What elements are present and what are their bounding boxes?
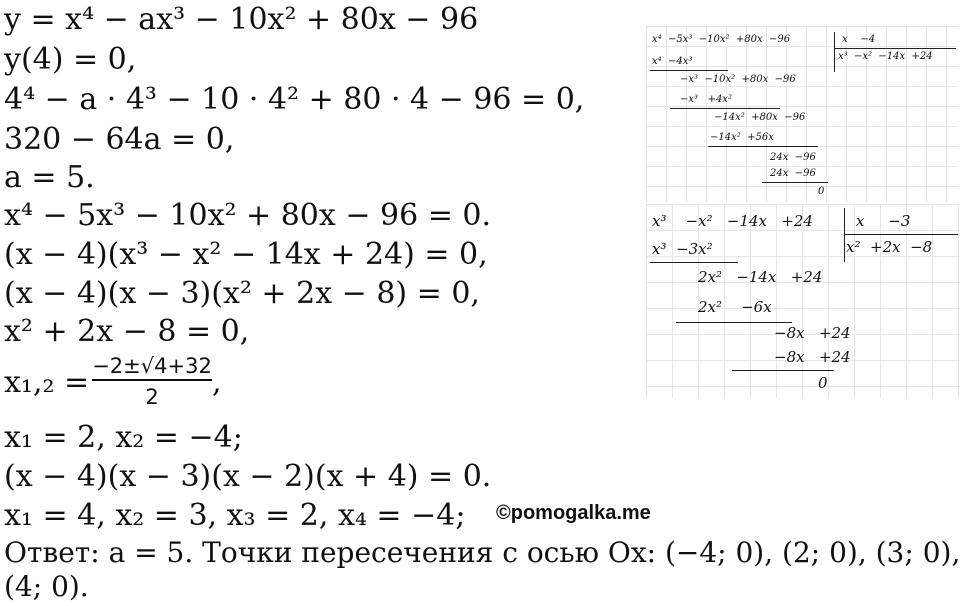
equation-full-factorization: (x − 4)(x − 3)(x − 2)(x + 4) = 0. xyxy=(4,459,492,494)
division1-bracket-horizontal xyxy=(834,48,956,49)
division1-rule-1 xyxy=(650,70,728,71)
long-division-panel-1 xyxy=(646,26,958,202)
equation-factor-2: (x − 4)(x − 3)(x² + 2x − 8) = 0, xyxy=(4,276,480,311)
equation-factor-1: (x − 4)(x³ − x² − 14x + 24) = 0, xyxy=(4,237,488,272)
watermark: ©pomogalka.me xyxy=(496,502,651,524)
division1-step-7: 24x −96 xyxy=(770,168,816,179)
division2-divisor: x −3 xyxy=(856,212,911,230)
roots-formula-lhs: x₁,₂ = xyxy=(4,365,90,400)
division1-bracket-vertical xyxy=(834,32,835,72)
equation-a-value: a = 5. xyxy=(4,160,95,195)
roots-formula-numerator: −2±√4+32 xyxy=(92,355,212,381)
answer-line-2: (4; 0). xyxy=(4,570,89,603)
division2-step-4: −8x +24 xyxy=(774,324,851,342)
division1-rule-2 xyxy=(670,108,780,109)
equation-linear: 320 − 64a = 0, xyxy=(4,122,235,157)
equation-quadratic: x² + 2x − 8 = 0, xyxy=(4,314,250,349)
division1-rule-3 xyxy=(708,146,818,147)
equation-all-roots: x₁ = 4, x₂ = 3, x₃ = 2, x₄ = −4; xyxy=(4,498,466,533)
answer-line-1: Ответ: a = 5. Точки пересечения с осью Ox: (−4; 0), (2; 0), (3; 0), xyxy=(4,536,960,569)
division1-step-5: −14x² +56x xyxy=(710,132,774,143)
equation-function: y = x⁴ − ax³ − 10x² + 80x − 96 xyxy=(4,2,479,37)
division1-dividend: x⁴ −5x³ −10x² +80x −96 xyxy=(652,34,791,45)
division2-step-5: −8x +24 xyxy=(774,348,851,366)
equation-roots-quadratic: x₁ = 2, x₂ = −4; xyxy=(4,420,243,455)
division2-bracket-vertical xyxy=(844,208,845,262)
division1-step-2: −x³ −10x² +80x −96 xyxy=(680,74,796,85)
roots-formula-denominator: 2 xyxy=(145,385,159,409)
division2-rule-2 xyxy=(676,322,792,323)
long-division-panel-2 xyxy=(646,204,960,398)
division2-rule-3 xyxy=(732,370,834,371)
division1-rule-4 xyxy=(762,182,828,183)
division1-divisor: x −4 xyxy=(842,34,876,45)
equation-substitution: 4⁴ − a · 4³ − 10 · 4² + 80 · 4 − 96 = 0, xyxy=(4,82,585,117)
division2-bracket-horizontal xyxy=(844,234,958,235)
equation-condition: y(4) = 0, xyxy=(4,42,137,77)
division2-step-2: 2x² −14x +24 xyxy=(698,268,823,286)
division1-step-6: 24x −96 xyxy=(770,152,816,163)
division1-quotient: x³ −x² −14x +24 xyxy=(838,51,933,62)
division2-step-3: 2x² −6x xyxy=(698,298,772,316)
division1-step-3: −x³ +4x² xyxy=(680,94,732,105)
division1-step-1: x⁴ −4x³ xyxy=(652,56,693,67)
roots-formula-comma: , xyxy=(212,365,222,400)
division1-remainder: 0 xyxy=(818,186,825,197)
division2-step-1: x³ −3x² xyxy=(652,240,713,258)
division1-step-4: −14x² +80x −96 xyxy=(714,112,806,123)
division2-rule-1 xyxy=(650,262,738,263)
division2-quotient: x² +2x −8 xyxy=(846,238,933,256)
equation-polynomial: x⁴ − 5x³ − 10x² + 80x − 96 = 0. xyxy=(4,198,492,233)
division2-remainder: 0 xyxy=(818,374,828,392)
division2-dividend: x³ −x² −14x +24 xyxy=(652,212,813,230)
